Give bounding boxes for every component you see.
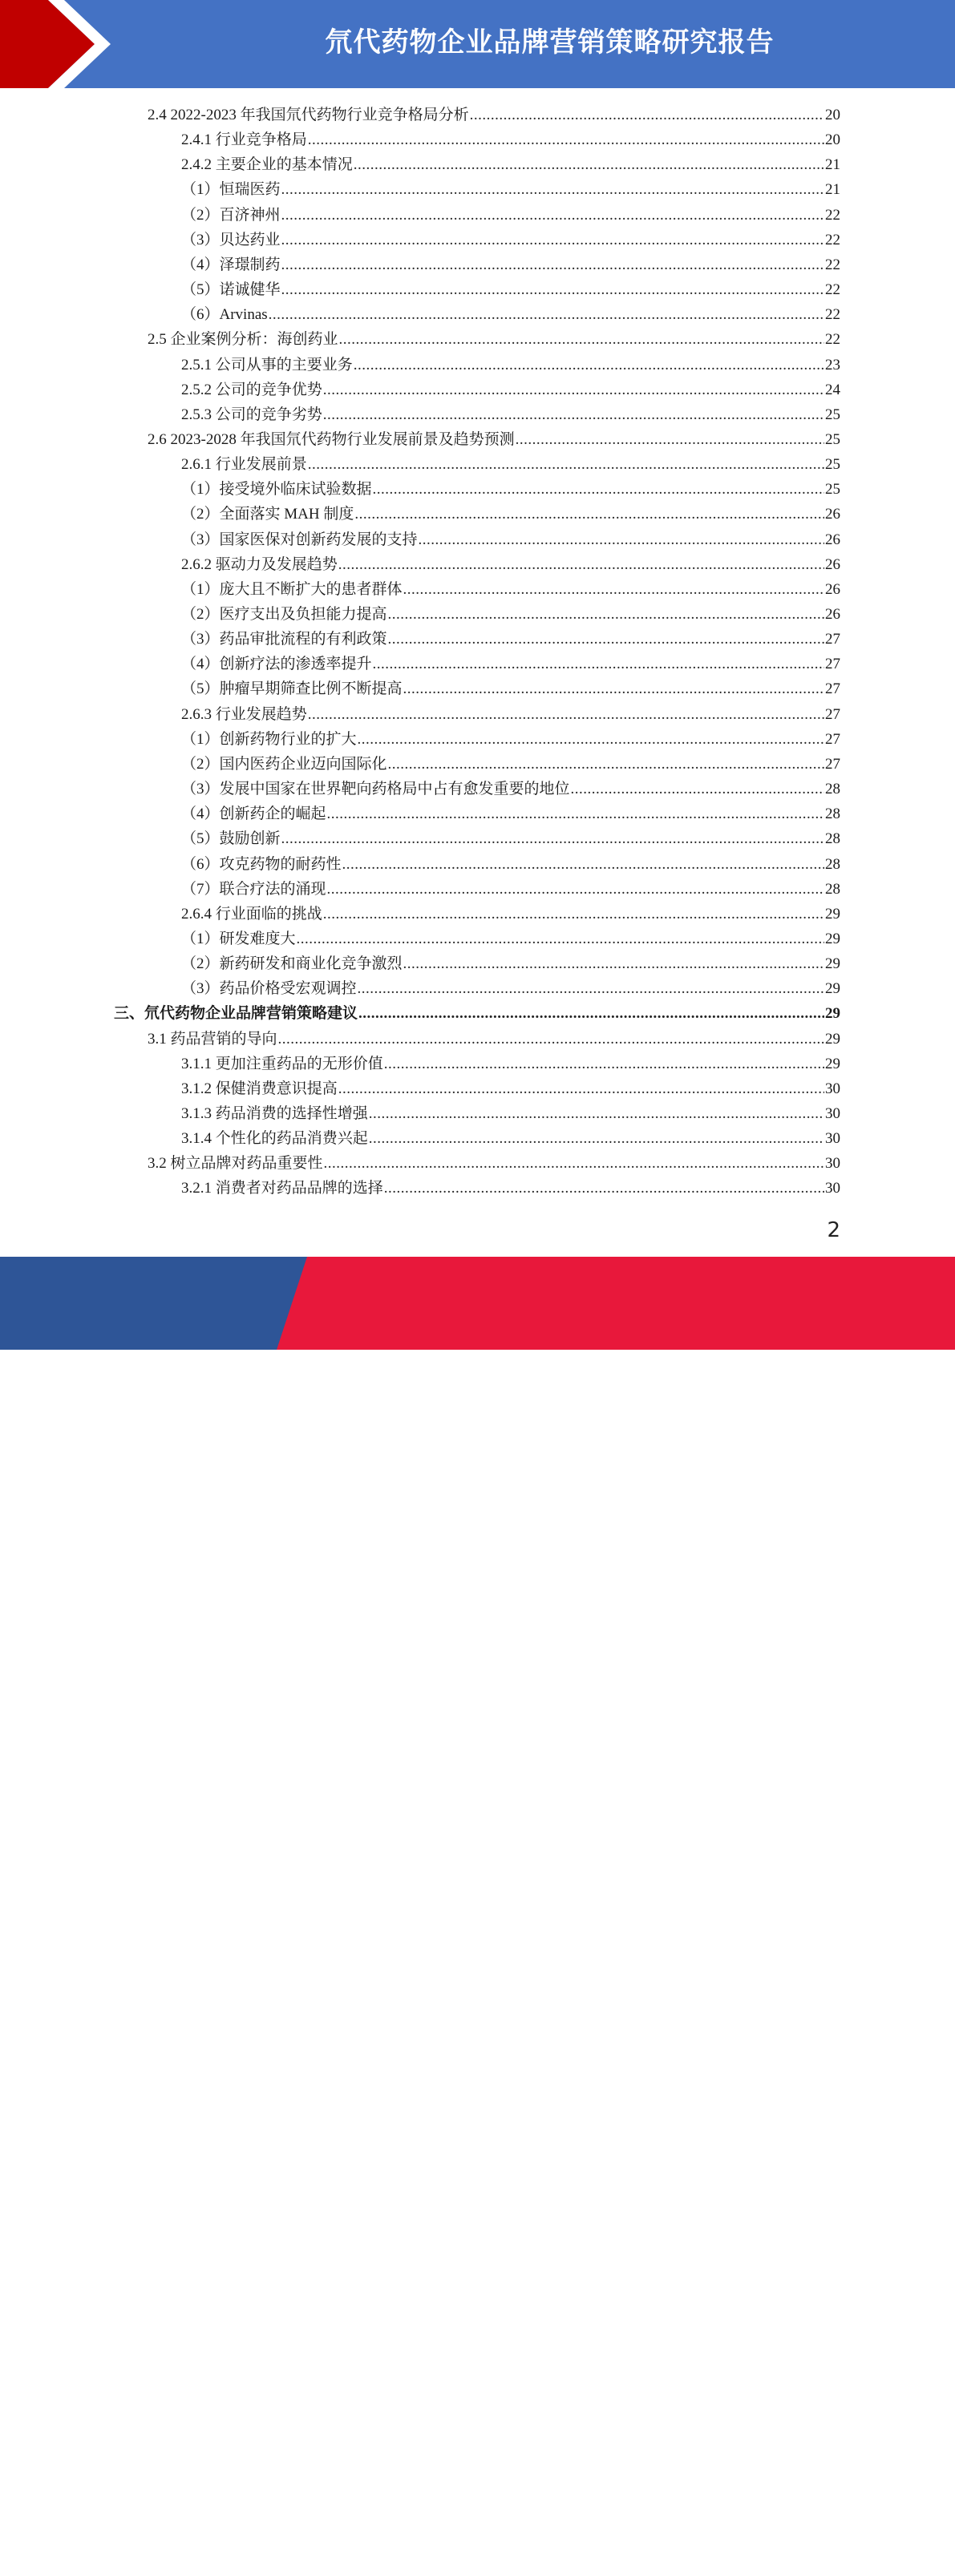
toc-leader-dots	[324, 1151, 824, 1176]
toc-entry-label: 3.1 药品营销的导向	[148, 1030, 277, 1048]
toc-entry-label: （2）全面落实 MAH 制度	[181, 506, 354, 523]
toc-entry[interactable]	[181, 152, 840, 177]
toc-entry-page: 29	[825, 905, 840, 923]
toc-entry[interactable]	[148, 427, 840, 452]
toc-entry-label: 2.4.2 主要企业的基本情况	[181, 156, 353, 174]
toc-leader-dots	[327, 877, 824, 902]
toc-leader-dots	[327, 801, 824, 826]
toc-entry-label: （1）庞大且不断扩大的患者群体	[181, 580, 403, 598]
toc-leader-dots	[388, 602, 824, 627]
toc-entry-page: 26	[825, 555, 840, 573]
toc-entry-page: 29	[825, 930, 840, 947]
toc-entry-label: （2）新药研发和商业化竞争激烈	[181, 955, 403, 973]
toc-entry-page: 20	[825, 131, 840, 149]
toc-leader-dots	[358, 1001, 824, 1026]
toc-entry[interactable]	[148, 103, 840, 127]
toc-entry-page: 21	[825, 181, 840, 199]
toc-leader-dots	[373, 477, 824, 502]
toc-entry[interactable]	[181, 277, 840, 302]
toc-entry-page: 30	[825, 1130, 840, 1148]
footer-slogan-left: 让每个人都能成为	[114, 2553, 281, 2574]
toc-entry[interactable]	[181, 527, 840, 552]
toc-leader-dots	[281, 277, 824, 302]
toc-leader-dots	[323, 378, 824, 402]
toc-entry-page: 28	[825, 781, 840, 798]
toc-leader-dots	[342, 852, 824, 877]
toc-entry-label: （6）攻克药物的耐药性	[181, 855, 342, 873]
toc-entry-page: 20	[825, 107, 840, 123]
toc-leader-dots	[269, 302, 824, 327]
toc-entry[interactable]	[181, 127, 840, 152]
toc-entry-page: 22	[825, 306, 840, 324]
report-title: 氘代药物企业品牌营销策略研究报告	[325, 26, 775, 59]
toc-leader-dots	[308, 127, 824, 152]
toc-entry[interactable]	[114, 1001, 840, 1026]
toc-leader-dots	[419, 527, 824, 552]
toc-entry-page: 29	[825, 1005, 840, 1023]
toc-leader-dots	[354, 152, 824, 177]
toc-entry-page: 22	[825, 256, 840, 273]
toc-entry[interactable]	[181, 727, 840, 752]
toc-entry-label: 2.4 2022-2023 年我国氘代药物行业竞争格局分析	[148, 107, 469, 123]
toc-entry-label: 2.5 企业案例分析：海创药业	[148, 331, 338, 349]
toc-entry-page: 26	[825, 506, 840, 523]
toc-entry[interactable]	[181, 402, 840, 427]
toc-entry[interactable]	[181, 676, 840, 701]
toc-entry-label: （2）国内医药企业迈向国际化	[181, 755, 387, 773]
toc-entry[interactable]	[181, 652, 840, 676]
toc-entry-label: 2.6.3 行业发展趋势	[181, 705, 307, 723]
toc-entry-label: 2.6 2023-2028 年我国氘代药物行业发展前景及趋势预测	[148, 430, 515, 448]
toc-entry-label: 3.1.4 个性化的药品消费兴起	[181, 1130, 368, 1148]
toc-entry-page: 30	[825, 1080, 840, 1097]
toc-entry-label: （3）贝达药业	[181, 231, 281, 248]
toc-leader-dots	[281, 203, 824, 228]
toc-entry-label: 2.6.1 行业发展前景	[181, 456, 307, 474]
toc-leader-dots	[281, 826, 824, 851]
toc-entry-label: 2.6.2 驱动力及发展趋势	[181, 555, 338, 573]
toc-entry-label: （5）鼓励创新	[181, 830, 281, 848]
toc-entry-page: 22	[825, 331, 840, 349]
toc-entry-page: 29	[825, 1055, 840, 1072]
toc-entry-page: 25	[825, 481, 840, 499]
toc-entry-label: （3）药品价格受宏观调控	[181, 980, 357, 998]
toc-entry-label: 2.4.1 行业竞争格局	[181, 131, 307, 149]
toc-entry-label: 3.1.3 药品消费的选择性增强	[181, 1105, 368, 1122]
toc-entry-page: 28	[825, 806, 840, 823]
toc-entry-page: 21	[825, 156, 840, 174]
toc-entry[interactable]	[181, 1126, 840, 1151]
toc-entry-label: （4）创新疗法的渗透率提升	[181, 656, 372, 673]
toc-entry[interactable]	[148, 327, 840, 352]
toc-entry-page: 25	[825, 406, 840, 423]
toc-leader-dots	[323, 402, 824, 427]
page-footer	[0, 1257, 955, 2574]
toc-entry-label: 3.1.1 更加注重药品的无形价值	[181, 1055, 383, 1072]
toc-entry-page: 29	[825, 955, 840, 973]
toc-entry-label: 三、氘代药物企业品牌营销策略建议	[114, 1005, 358, 1023]
page-header	[0, 0, 955, 88]
toc-entry[interactable]	[181, 502, 840, 527]
page-number: 2	[827, 1218, 840, 1242]
toc-leader-dots	[281, 252, 824, 277]
toc-leader-dots	[403, 676, 824, 701]
toc-entry-label: （4）泽璟制药	[181, 256, 281, 273]
toc-entry-page: 29	[825, 980, 840, 998]
toc-entry-label: （7）联合疗法的涌现	[181, 880, 326, 898]
toc-entry-label: （4）创新药企的崛起	[181, 806, 326, 823]
toc-entry-page: 26	[825, 580, 840, 598]
toc-leader-dots	[308, 702, 824, 727]
toc-entry-page: 24	[825, 381, 840, 398]
toc-entry-label: （3）发展中国家在世界靶向药格局中占有愈发重要的地位	[181, 781, 570, 798]
toc-leader-dots	[388, 627, 824, 652]
toc-entry-page: 22	[825, 231, 840, 248]
toc-entry-page: 25	[825, 430, 840, 448]
toc-entry[interactable]	[181, 602, 840, 627]
toc-entry[interactable]	[181, 927, 840, 951]
toc-entry[interactable]	[181, 228, 840, 252]
toc-leader-dots	[297, 927, 824, 951]
toc-entry-label: （1）研发难度大	[181, 930, 296, 947]
toc-entry-page: 25	[825, 456, 840, 474]
toc-entry-label: （1）创新药物行业的扩大	[181, 730, 357, 748]
toc-entry[interactable]	[181, 577, 840, 602]
toc-entry[interactable]	[181, 976, 840, 1001]
footer-slogan-right: 行业专家、管理专家、营销专家、战略专家、成功企业家……	[319, 2553, 883, 2574]
toc-entry[interactable]	[148, 1151, 840, 1176]
toc-leader-dots	[470, 103, 824, 127]
toc-entry-page: 28	[825, 830, 840, 848]
toc-leader-dots	[358, 727, 824, 752]
toc-entry-page: 30	[825, 1105, 840, 1122]
toc-entry[interactable]	[181, 801, 840, 826]
toc-leader-dots	[369, 1126, 824, 1151]
toc-entry-page: 27	[825, 730, 840, 748]
toc-leader-dots	[281, 228, 824, 252]
toc-entry-label: 3.2.1 消费者对药品品牌的选择	[181, 1180, 383, 1197]
chevron-arrow-icon	[0, 0, 128, 88]
toc-leader-dots	[369, 1101, 824, 1126]
toc-entry-page: 22	[825, 281, 840, 299]
toc-entry[interactable]	[181, 353, 840, 378]
toc-entry[interactable]	[181, 203, 840, 228]
toc-leader-dots	[338, 552, 824, 577]
toc-entry-page: 27	[825, 755, 840, 773]
toc-entry-label: （3）国家医保对创新药发展的支持	[181, 531, 418, 548]
toc-entry-page: 27	[825, 680, 840, 698]
toc-leader-dots	[403, 577, 824, 602]
toc-entry[interactable]	[181, 1176, 840, 1201]
toc-entry[interactable]	[181, 1052, 840, 1076]
toc-leader-dots	[278, 1027, 824, 1052]
toc-entry[interactable]	[181, 252, 840, 277]
toc-entry[interactable]	[181, 378, 840, 402]
toc-entry[interactable]	[181, 752, 840, 777]
toc-entry[interactable]	[181, 627, 840, 652]
toc-entry-label: （2）医疗支出及负担能力提高	[181, 606, 387, 623]
toc-entry-label: （5）肿瘤早期筛查比例不断提高	[181, 680, 403, 698]
toc-entry[interactable]	[181, 302, 840, 327]
toc-entry-label: （6）Arvinas	[181, 306, 268, 324]
toc-entry-page: 26	[825, 606, 840, 623]
footer-banner-shape	[0, 1257, 955, 1350]
toc-entry[interactable]	[181, 826, 840, 851]
toc-entry-label: （1）恒瑞医药	[181, 181, 281, 199]
toc-entry-label: 2.6.4 行业面临的挑战	[181, 905, 322, 923]
toc-entry[interactable]	[181, 951, 840, 976]
toc-entry[interactable]	[181, 552, 840, 577]
toc-leader-dots	[338, 1076, 824, 1101]
toc-leader-dots	[323, 902, 824, 927]
toc-entry-label: 3.1.2 保健消费意识提高	[181, 1080, 338, 1097]
toc-entry[interactable]	[181, 777, 840, 801]
toc-entry-page: 28	[825, 880, 840, 898]
toc-leader-dots	[384, 1176, 824, 1201]
toc-leader-dots	[403, 951, 824, 976]
toc-entry-label: （3）药品审批流程的有利政策	[181, 631, 387, 648]
toc-entry[interactable]	[181, 452, 840, 477]
toc-leader-dots	[281, 177, 824, 202]
toc-leader-dots	[354, 353, 824, 378]
toc-entry-page: 27	[825, 705, 840, 723]
toc-entry-page: 30	[825, 1155, 840, 1173]
toc-leader-dots	[373, 652, 824, 676]
toc-entry-label: 2.5.1 公司从事的主要业务	[181, 356, 353, 373]
toc-entry-page: 28	[825, 855, 840, 873]
toc-entry[interactable]	[181, 477, 840, 502]
toc-entry-page: 27	[825, 631, 840, 648]
toc-leader-dots	[516, 427, 824, 452]
toc-entry-label: （2）百济神州	[181, 206, 281, 224]
toc-entry[interactable]	[181, 902, 840, 927]
toc-leader-dots	[384, 1052, 824, 1076]
toc-entry-label: （1）接受境外临床试验数据	[181, 481, 372, 499]
toc-entry-label: 3.2 树立品牌对药品重要性	[148, 1155, 323, 1173]
toc-entry[interactable]	[181, 1076, 840, 1101]
toc-entry[interactable]	[181, 852, 840, 877]
toc-leader-dots	[358, 976, 824, 1001]
toc-leader-dots	[308, 452, 824, 477]
toc-entry-page: 30	[825, 1180, 840, 1197]
toc-entry[interactable]	[181, 1101, 840, 1126]
toc-leader-dots	[388, 752, 824, 777]
toc-entry-label: （5）诺诚健华	[181, 281, 281, 299]
toc-entry-page: 27	[825, 656, 840, 673]
toc-leader-dots	[571, 777, 824, 801]
toc-entry[interactable]	[181, 702, 840, 727]
toc-entry[interactable]	[148, 1027, 840, 1052]
toc-entry-label: 2.5.3 公司的竞争劣势	[181, 406, 322, 423]
toc-entry-page: 22	[825, 206, 840, 224]
toc-entry[interactable]	[181, 177, 840, 202]
toc-entry-label: 2.5.2 公司的竞争优势	[181, 381, 322, 398]
toc-entry-page: 26	[825, 531, 840, 548]
toc-entry[interactable]	[181, 877, 840, 902]
toc-entry-page: 29	[825, 1030, 840, 1048]
toc-entry-page: 23	[825, 356, 840, 373]
toc-leader-dots	[339, 327, 824, 352]
toc-leader-dots	[354, 502, 824, 527]
